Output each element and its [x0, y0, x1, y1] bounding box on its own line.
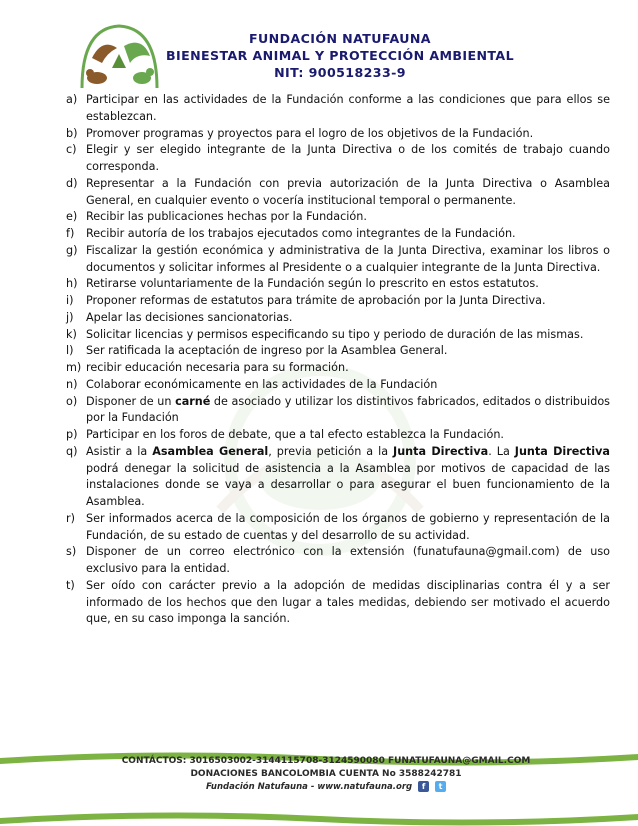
list-item — [66, 243, 610, 277]
list-item — [66, 126, 610, 143]
bold-term: Junta Directiva — [514, 444, 610, 458]
foundation-name: FUNDACIÓN NATUFAUNA — [249, 31, 431, 46]
list-item-label: p) — [66, 428, 78, 441]
text-fragment: , previa petición a la — [268, 444, 394, 458]
list-item — [66, 544, 610, 578]
list-item-text: Fiscalizar la gestión económica y administrativa de la Junta Directiva, examinar los libros o documentos y solicitar informes al Presidente o a cualquier integrante de la Junta Directiva. — [86, 243, 610, 274]
list-item — [66, 142, 610, 176]
document-footer — [96, 755, 556, 794]
list-item-label: n) — [66, 377, 78, 391]
foundation-nit: NIT: 900518233-9 — [274, 65, 406, 80]
list-item-label: q) — [66, 444, 78, 458]
list-item-label: l) — [66, 344, 74, 358]
list-item-text: Promover programas y proyectos para el logro de los objetivos de la Fundación. — [86, 126, 534, 140]
list-item-label: b) — [66, 126, 78, 140]
list-item-text: Participar en las actividades de la Fundación conforme a las condiciones que para ellos se establezcan. — [86, 93, 610, 123]
list-item-label: s) — [66, 545, 77, 559]
list-item — [66, 209, 610, 226]
footer-website-text: Fundación Natufauna - www.natufauna.org — [205, 782, 413, 792]
list-item-text: Elegir y ser elegido integrante de la Junta Directiva o de los comités de trabajo cuando corresponda. — [86, 143, 610, 173]
bold-term: Junta Directiva — [393, 444, 489, 458]
list-item — [66, 293, 610, 310]
list-item — [66, 511, 610, 545]
twitter-icon[interactable]: t — [435, 781, 446, 792]
list-item-label: r) — [66, 511, 75, 525]
bold-term: carné — [175, 394, 211, 408]
list-item-text: Ser informados acerca de la composición de los órganos de gobierno y representación de la Fundación, de su estado de cuentas y del desarrollo de su actividad. — [86, 511, 610, 542]
list-item-label: m) — [66, 361, 82, 374]
list-item — [66, 427, 610, 444]
document-header — [150, 30, 530, 81]
list-item-text: Ser ratificada la aceptación de ingreso por la Asamblea General. — [86, 344, 448, 358]
bold-term: Asamblea General — [152, 444, 269, 458]
list-item-text: Solicitar licencias y permisos especificando su tipo y periodo de duración de las mismas. — [86, 327, 584, 341]
list-item — [66, 226, 610, 243]
list-item-text: Retirarse voluntariamente de la Fundación según lo prescrito en estos estatutos. — [86, 277, 539, 291]
list-item-label: i) — [66, 294, 74, 307]
text-fragment: . La — [488, 444, 515, 458]
list-item-label: k) — [66, 327, 77, 341]
list-item — [66, 276, 610, 293]
list-item — [66, 360, 610, 377]
list-item-label: c) — [66, 143, 77, 157]
text-fragment: podrá denegar la solicitud de asistencia a la Asamblea por motivos de capacidad de las instalaciones donde se vaya a desarrollar o para asegurar el buen funcionamiento de la Asamblea. — [86, 461, 610, 508]
list-item-text: recibir educación necesaria para su formación. — [86, 361, 349, 374]
footer-website — [96, 781, 556, 794]
list-item — [66, 394, 610, 428]
list-item-label: d) — [66, 176, 78, 190]
list-item — [66, 377, 610, 394]
list-item-text: Representar a la Fundación con previa autorización de la Junta Directiva o Asamblea General, en cualquier evento o vocería institucional temporal o permanente. — [86, 176, 610, 207]
list-item-text: Disponer de un correo electrónico con la extensión (funatufauna@gmail.com) de uso exclusivo para la entidad. — [86, 545, 610, 575]
list-item-text — [86, 394, 610, 428]
list-item-text: Ser oído con carácter previo a la adopción de medidas disciplinarias contra él y a ser informado de los hechos que den lugar a tales medidas, debiendo ser motivado el acuerdo que, en su caso imponga la sanción. — [86, 578, 610, 626]
list-item — [66, 327, 610, 344]
list-item-label: a) — [66, 93, 78, 106]
list-item-label: o) — [66, 394, 78, 408]
list-item-text: Recibir las publicaciones hechas por la Fundación. — [86, 210, 367, 224]
footer-contacts: CONTÁCTOS: 3016503002-3144115708-3124590080 FUNATUFAUNA@GMAIL.COM — [121, 756, 531, 766]
list-item-label: f) — [66, 227, 75, 240]
foundation-subtitle: BIENESTAR ANIMAL Y PROTECCIÓN AMBIENTAL — [165, 48, 515, 63]
list-item-label: j) — [66, 310, 74, 324]
list-item-label: t) — [66, 578, 75, 592]
list-item-text: Recibir autoría de los trabajos ejecutados como integrantes de la Fundación. — [86, 227, 516, 240]
list-item-label: e) — [66, 210, 78, 224]
list-item-text: Apelar las decisiones sancionatorias. — [86, 310, 293, 324]
list-item — [66, 444, 610, 511]
list-item — [66, 310, 610, 327]
list-item — [66, 578, 610, 628]
text-fragment: de asociado y utilizar los distintivos fabricados, editados o distribuidos por la Fundación — [86, 394, 611, 425]
list-item — [66, 343, 610, 360]
list-item-text: Participar en los foros de debate, que a tal efecto establezca la Fundación. — [86, 428, 504, 441]
facebook-icon[interactable]: f — [418, 781, 429, 792]
list-item-label: g) — [66, 243, 78, 257]
list-item-label: h) — [66, 277, 78, 291]
list-item-text: Proponer reformas de estatutos para trámite de aprobación por la Junta Directiva. — [86, 294, 546, 307]
footer-donations: DONACIONES BANCOLOMBIA CUENTA No 3588242781 — [190, 769, 462, 779]
text-fragment: Disponer de un — [86, 394, 176, 408]
text-fragment: Asistir a la — [86, 444, 153, 458]
list-item — [66, 176, 610, 210]
list-item-text: Colaborar económicamente en las actividades de la Fundación — [86, 377, 438, 391]
list-item — [66, 92, 610, 126]
list-item-text — [86, 444, 610, 511]
rights-list — [66, 92, 610, 628]
